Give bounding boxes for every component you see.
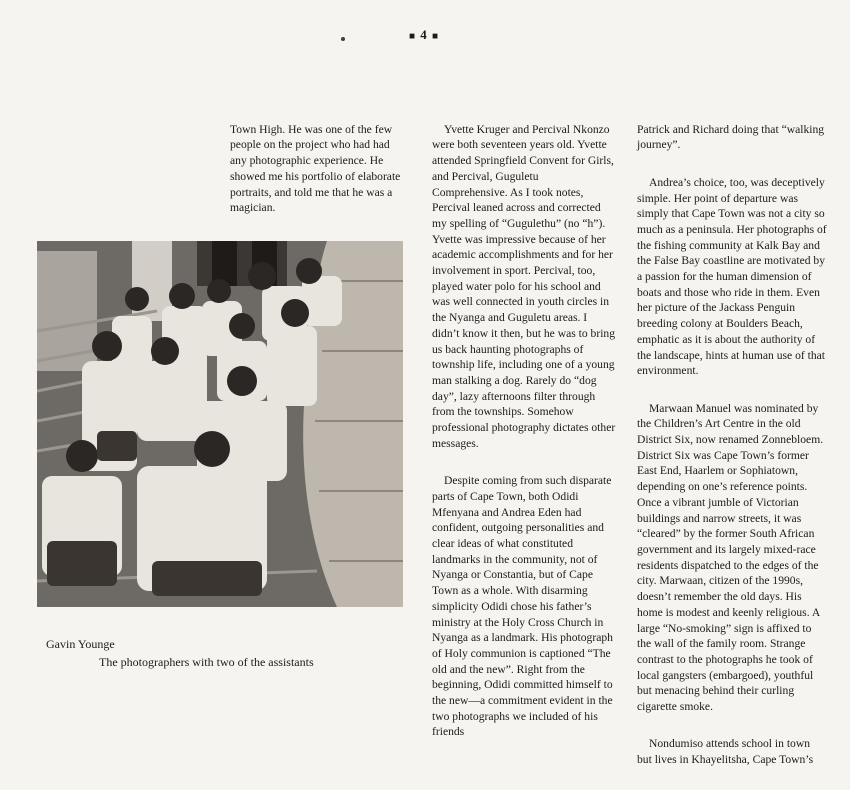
paragraph: Patrick and Richard doing that “walking journey”. (637, 122, 825, 152)
text-column-1 (230, 106, 402, 238)
paragraph: Andrea’s choice, too, was deceptively simple. Her point of departure was simply that Cape Town was not a city so much as a peninsula. Her photographs of the fishing community at Kalk Bay and the False Bay coastline are motivated by a passion for the human dimension of boats and those who ride in them. Even her picture of the Jackass Penguin breeding colony at Boulders Beach, emphatic as it is about the authority of the landscape, hints at human use of that environment. (637, 175, 827, 378)
paragraph: Marwaan Manuel was nominated by the Children’s Art Centre in the old District Six, now renamed Zonnebloem. District Six was Cape Town’s former East End, Haarlem or Sophiatown, depending on one’s reference points. Once a vibrant jumble of Victorian buildings and narrow streets, it was “cleared” by the former South African government and its largely mixed-race residents dispatched to the edges of the city. Marwaan, citizen of the 1990s, doesn’t remember the old days. His home is modest and keenly religious. A large “No-smoking” sign is affixed to the wall of the family room. Strange contrast to the photographs he took of local gangsters (embargoed), youthful but menacing behind their curling cigarette smoke. (637, 401, 824, 714)
paragraph: Town High. He was one of the few people on the project who had had any photographic experience. He showed me his portfolio of elaborate portraits, and told me that he was a magician. (230, 122, 401, 215)
photo-caption: The photographers with two of the assistants (99, 655, 314, 669)
page-number-value: 4 (420, 27, 428, 42)
paragraph: Despite coming from such disparate parts of Cape Town, both Odidi Mfenyana and Andrea Eden had confident, outgoing personalities and clear ideas of what constituted landmarks in the community, not of Nyanga or Constantia, but of Cape Town as a whole. With disarming simplicity Odidi chose his father’s ministry at the Holy Cross Church in Nyanga as a landmark. His photograph of Holy communion is captioned “The old and the new”. Right from the beginning, Odidi committed himself to the new—a commitment evident in the two photographs we included of his friends (432, 474, 613, 739)
page-marker-left: ■ (409, 31, 417, 42)
group-photograph (37, 241, 403, 607)
photo-credit: Gavin Younge (46, 637, 115, 651)
text-column-2 (432, 106, 617, 762)
photo-illustration (37, 241, 403, 607)
text-column-3 (637, 106, 827, 790)
page-marker-right: ■ (432, 31, 440, 42)
ink-speck (341, 37, 345, 41)
paragraph: Yvette Kruger and Percival Nkonzo were both seventeen years old. Yvette attended Springfield Convent for Girls, and Percival, Guguletu Comprehensive. As I took notes, Percival leaned across and corrected my spelling of “Gugulethu” (no “h”). Yvette was impressive because of her academic accomplishments and for her involvement in sport. Percival, too, played water polo for his school and was well connected in youth circles in the Nyanga and Guguletu areas. I didn’t know it then, but he was to bring us back haunting photographs of township life, including one of a young man stalking a dog. Rarely do “dog day”, lazy afternoons filter through from the townships. Somehow professional photography dictates other messages. (432, 122, 616, 450)
page-number (409, 27, 439, 43)
paragraph: Nondumiso attends school in town but lives in Khayelitsha, Cape Town’s (637, 737, 814, 767)
